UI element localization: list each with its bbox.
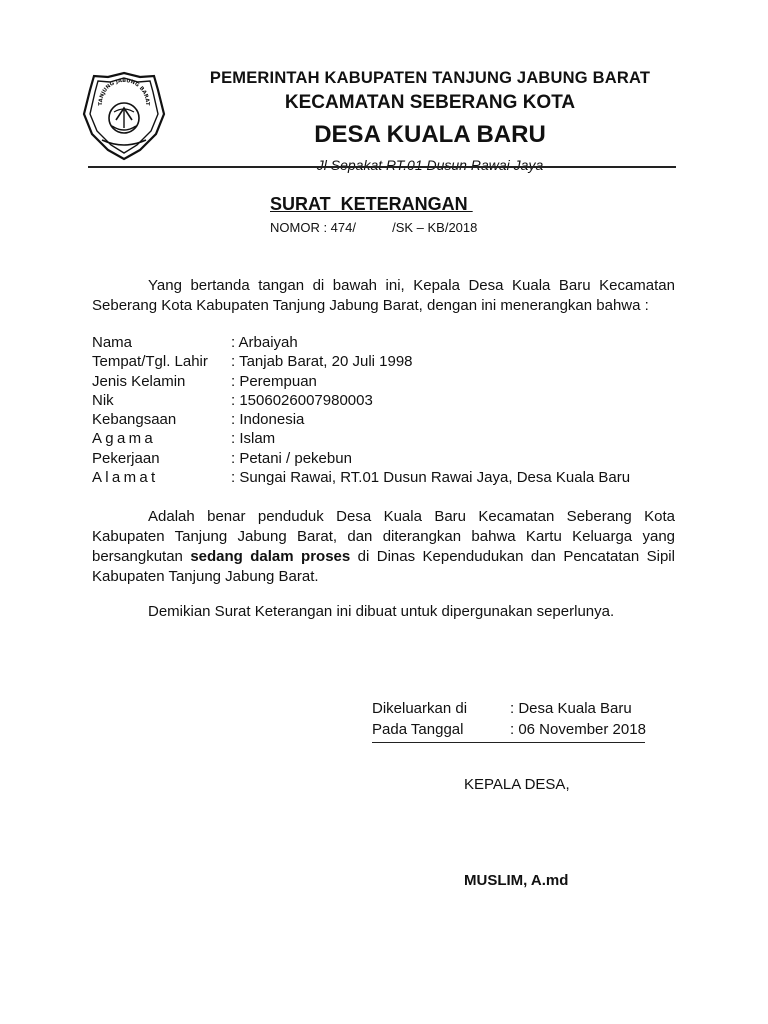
issuance-field-label: Pada Tanggal (372, 721, 464, 738)
signatory-position: KEPALA DESA, (464, 776, 570, 793)
village-address: Jl Sepakat RT.01 Dusun Rawai Jaya (316, 157, 544, 173)
identity-field-value: : Sungai Rawai, RT.01 Dusun Rawai Jaya, Desa Kuala Baru (231, 469, 631, 487)
identity-field-label: Nama (92, 334, 133, 351)
letter-number: NOMOR : 474/ /SK – KB/2018 (270, 220, 478, 235)
issuance-field-label: Dikeluarkan di (372, 700, 468, 717)
identity-field-row (92, 449, 682, 468)
issuance-details (372, 698, 672, 740)
statement-text: Adalah benar penduduk Desa Kuala Baru Kecamatan Seberang Kota Kabupaten Tanjung Jabung Barat, dan diterangkan bahwa Kartu Keluarga yang bersangkutan (92, 508, 675, 565)
identity-field-row (92, 468, 682, 487)
regency-emblem-logo (82, 70, 166, 162)
letterhead (180, 68, 680, 174)
identity-field-label: Tempat/Tgl. Lahir (92, 353, 208, 371)
identity-field-value: : 1506026007980003 (231, 391, 373, 409)
identity-field-row (92, 372, 682, 391)
issuance-field-row (372, 698, 672, 719)
letter-title: SURAT KETERANGAN (270, 194, 473, 214)
identity-field-value: : Arbaiyah (231, 334, 298, 351)
identity-field-label: Alamat (92, 469, 159, 487)
intro-paragraph: Yang bertanda tangan di bawah ini, Kepala Desa Kuala Baru Kecamatan Seberang Kota Kabupaten Tanjung Jabung Barat, dengan ini menerangkan bahwa : (92, 277, 675, 314)
regency-government-heading: PEMERINTAH KABUPATEN TANJUNG JABUNG BARAT (209, 69, 651, 87)
signatory-name: MUSLIM, A.md (464, 872, 569, 889)
identity-field-row (92, 391, 682, 410)
issuance-field-value: : Desa Kuala Baru (510, 700, 632, 717)
identity-field-row (92, 333, 682, 352)
identity-field-value: : Perempuan (231, 372, 317, 390)
identity-field-row (92, 352, 682, 371)
identity-field-value: : Islam (231, 430, 276, 448)
identity-field-label: Agama (92, 430, 157, 448)
identity-field-value: : Petani / pekebun (231, 449, 352, 467)
issuance-field-row (372, 719, 672, 740)
svg-text:TANJUNG JABUNG BARAT: TANJUNG JABUNG BARAT (97, 77, 151, 106)
statement-emphasis: sedang dalam proses (190, 548, 351, 565)
identity-field-value: : Tanjab Barat, 20 Juli 1998 (231, 353, 413, 371)
identity-field-row (92, 429, 682, 448)
identity-table (92, 333, 682, 487)
statement-text-end: di Dinas Kependudukan dan Pencatatan Sipil Kabupaten Tanjung Jabung Barat. (92, 548, 675, 585)
statement-paragraph (92, 507, 675, 587)
letterhead-divider (88, 166, 676, 168)
district-heading: KECAMATAN SEBERANG KOTA (284, 92, 576, 113)
identity-field-label: Jenis Kelamin (92, 372, 186, 390)
identity-field-label: Kebangsaan (92, 411, 177, 429)
issuance-field-value: : 06 November 2018 (510, 721, 646, 738)
identity-field-label: Pekerjaan (92, 449, 160, 467)
village-heading: DESA KUALA BARU (314, 121, 546, 148)
identity-field-label: Nik (92, 391, 114, 409)
issuance-underline (372, 742, 645, 743)
closing-paragraph: Demikian Surat Keterangan ini dibuat untuk dipergunakan seperlunya. (148, 603, 615, 620)
identity-field-row (92, 410, 682, 429)
identity-field-value: : Indonesia (231, 411, 305, 429)
